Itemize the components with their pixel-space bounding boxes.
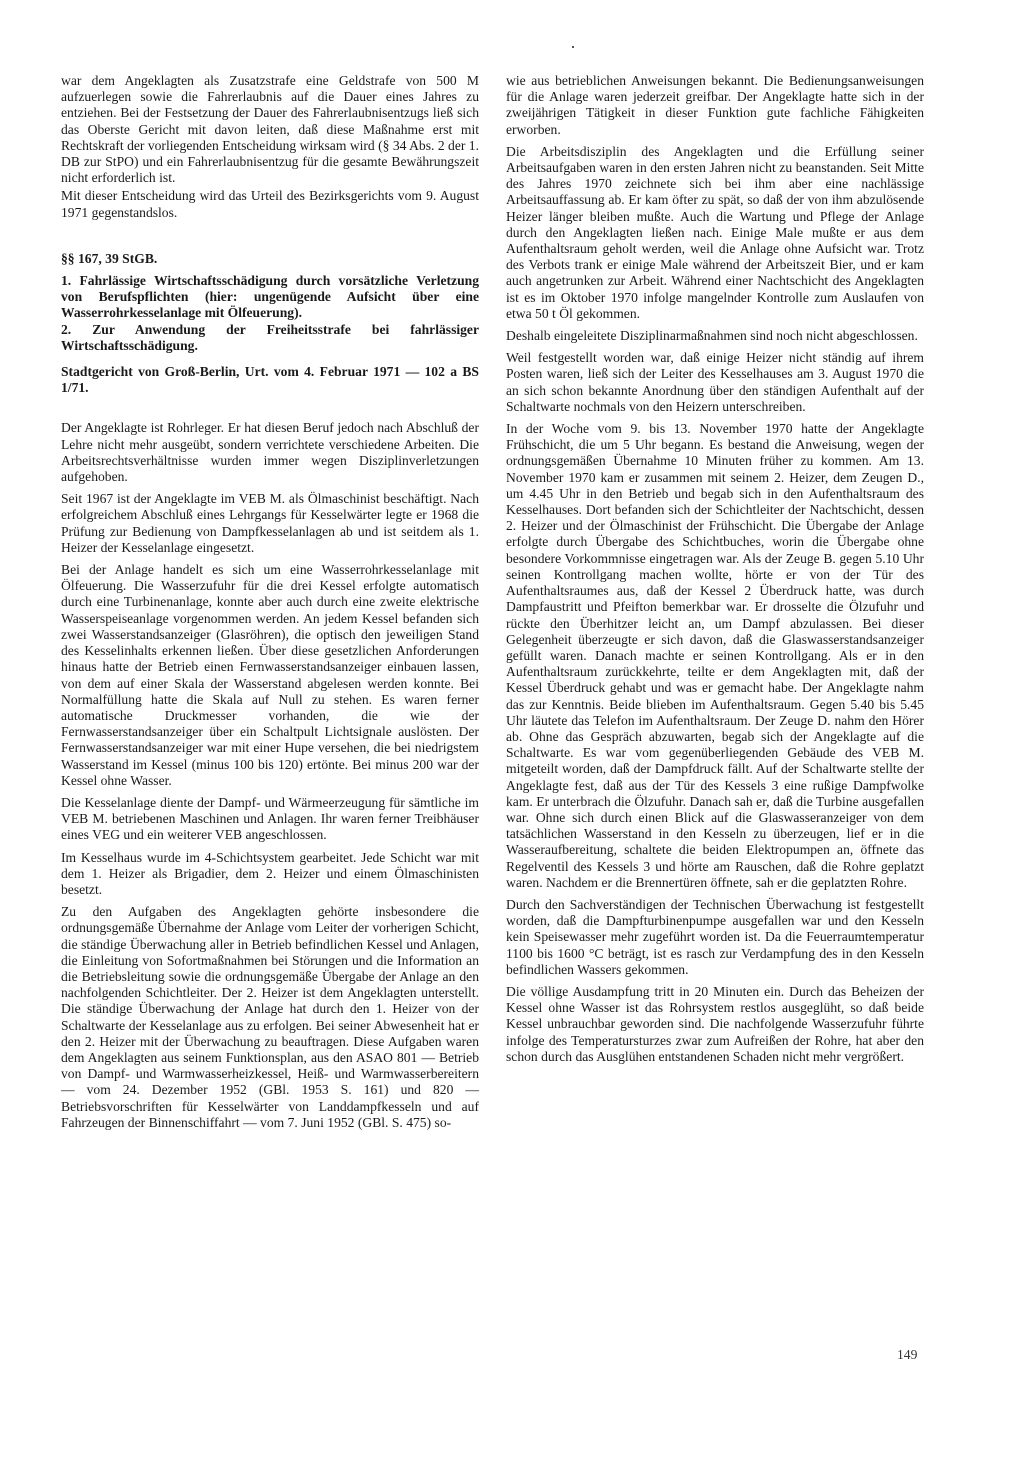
headnote-2: 2. Zur Anwendung der Freiheitsstrafe bei fahrlässiger Wirtschaftsschädigung. [61,321,479,353]
paragraph: Weil festgestellt worden war, daß einige Heizer nicht ständig auf ihrem Posten waren, ließ sich der Leiter des Kesselhauses am 3. August 1970 die an sich schon bekannte Anordnung über den ständigen Aufenthalt auf der Schaltwarte nochmals von den Heizern unterschreiben. [506,350,924,414]
page-number: 149 [897,1347,918,1362]
right-column [506,73,924,1071]
paragraph: wie aus betrieblichen Anweisungen bekannt. Die Bedienungsanweisungen für die Anlage waren jederzeit greifbar. Der Angeklagte hatte sich in der zweijährigen Tätigkeit in dieser Funktion gute fachliche Fähigkeiten erworben. [506,73,924,137]
paragraph: Die Kesselanlage diente der Dampf- und Wärmeerzeugung für sämtliche im VEB M. betriebenen Maschinen und Anlagen. Ihr waren ferner Treibhäuser eines VEG und ein weiterer VEB angeschlossen. [61,794,479,843]
paragraph: Der Angeklagte ist Rohrleger. Er hat diesen Beruf jedoch nach Abschluß der Lehre nicht mehr ausgeübt, sondern verrichtete verschiedene Arbeiten. Die Arbeitsrechtsverhältnisse wurden immer wegen Disziplinverletzungen aufgehoben. [61,420,479,485]
paragraph: war dem Angeklagten als Zusatzstrafe eine Geldstrafe von 500 M aufzuerlegen sowie die Fahrerlaubnis auf die Dauer eines Jahres zu entziehen. Bei der Festsetzung der Dauer des Fahrerlaubnisentzugs ließ sich das Oberste Gericht mit davon leiten, daß diese Maßnahme erst mit Rechtskraft der vorliegenden Entscheidung wirksam wird (§ 34 Abs. 2 der 1. DB zur StPO) und ein Fahrerlaubnisentzug für die gesamte Bewährungszeit nicht erforderlich ist. [61,73,479,186]
court-citation: Stadtgericht von Groß-Berlin, Urt. vom 4. Februar 1971 — 102 a BS 1/71. [61,364,479,396]
headnote-1: 1. Fahrlässige Wirtschaftsschädigung durch vorsätzliche Verletzung von Berufspflichten (hier: ungenügende Aufsicht über eine Wasserrohrkesselanlage mit Ölfeuerung). [61,273,479,321]
paragraph: Die Arbeitsdisziplin des Angeklagten und die Erfüllung seiner Arbeitsaufgaben waren in den ersten Jahren nicht zu beanstanden. Seit Mitte des Jahres 1970 zeichnete sich bei ihm aber eine nachlässige Arbeitsauffassung ab. Er kam öfter zu spät, so daß der von ihm abzulösende Heizer länger bleiben mußte. Auch die Wartung und Pflege der Anlage durch den Angeklagten ließen nach. Einige Male mußte er aus dem Aufenthaltsraum geholt werden, weil die Anlage ohne Aufsicht war. Trotz des Verbots trank er einige Male während der Arbeitszeit Bier, und er kam auch angetrunken zur Arbeit. Während einer Nachtschicht des Angeklagten ist es im Oktober 1970 infolge mangelnder Kontrolle zum Auslaufen von etwa 50 t Öl gekommen. [506,143,924,321]
paragraph: In der Woche vom 9. bis 13. November 1970 hatte der Angeklagte Frühschicht, die um 5 Uhr begann. Es bestand die Anweisung, wegen der ordnungsgemäßen Übernahme 10 Minuten früher zu kommen. Am 13. November 1970 kam er zusammen mit seinem 2. Heizer, dem Zeugen D., um 4.45 Uhr in den Betrieb und begab sich in den Aufenthaltsraum des Kesselhauses. Dort befanden sich der Schichtleiter der Nachtschicht, dessen 2. Heizer und der Ölmaschinist der Frühschicht. Die Übergabe der Anlage erfolgte durch Übergabe des Schichtbuches, worin die Übergabe ohne besondere Vorkommnisse eingetragen war. Als der Zeuge B. gegen 5.10 Uhr seinen Kontrollgang machen wollte, hörte er von der Tür des Aufenthaltsraumes aus, daß der Kessel 2 Überdruck hatte, was durch Dampfaustritt und Pfeifton bemerkbar war. Er drosselte die Ölzufuhr und rückte den Überhitzer leicht an, um Dampf abzulassen. Bei dieser Gelegenheit überzeugte er sich davon, daß die Glaswasserstandsanzeiger gefüllt waren. Danach machte er seinen Kontrollgang. Als er in den Aufenthaltsraum zurückkehrte, teilte er dem Angeklagten mit, daß der Kessel Überdruck gehabt und was er gemacht habe. Der Angeklagte nahm das zur Kenntnis. Beide blieben im Aufenthaltsraum. Gegen 5.40 bis 5.45 Uhr läutete das Telefon im Aufenthaltsraum. Der Zeuge D. nahm den Hörer ab. Ohne das Gespräch abzuwarten, begab sich der Angeklagte auf die Schaltwarte. Es war vom gegenüberliegenden Gebäude des VEB M. mitgeteilt worden, daß der Dampfdruck fällt. Auf der Schaltwarte stellte der Angeklagte fest, daß aus der Tür des Kessels 3 eine rußige Dampfwolke kam. Er unterbrach die Ölzufuhr. Danach sah er, daß die Turbine ausgefallen war. Ohne sich durch einen Blick auf die Glaswasseranzeiger von dem tatsächlichen Wasserstand in den Kesseln zu überzeugen, lief er in die Wasseraufbereitung, schaltete die beiden Elektropumpen an, öffnete das Regelventil des Kessels 3 und hörte am Rauschen, daß die Rohre geplatzt waren. Nachdem er die Brennertüren öffnete, sah er die geplatzten Rohre. [506,421,924,890]
paragraph: Zu den Aufgaben des Angeklagten gehörte insbesondere die ordnungsgemäße Übernahme der Anlage vom Leiter der vorherigen Schicht, die ständige Überwachung aller in Betrieb befindlichen Kessel und Anlagen, die Einleitung von Sofortmaßnahmen bei Störungen und die Information an die Betriebsleitung sowie die ordnungsgemäße Übergabe der Anlage an den nachfolgenden Schichtleiter. Der 2. Heizer ist dem Angeklagten unterstellt. Die ständige Überwachung der Anlage hat durch den 1. Heizer von der Schaltwarte der Kesselanlage aus zu erfolgen. Bei seiner Abwesenheit hat er den 2. Heizer mit der Überwachung zu beauftragen. Diese Aufgaben waren dem Angeklagten aus seinem Funktionsplan, aus den ASAO 801 — Betrieb von Dampf- und Warmwasserheizkessel, Heiß- und Warmwasserbereitern — vom 24. Dezember 1952 (GBl. 1953 S. 161) und 820 — Betriebsvorschriften für Kesselwärter von Landdampfkesseln und auf Fahrzeugen der Binnenschiffahrt — vom 7. Juni 1952 (GBl. S. 475) so- [61,904,479,1130]
paragraph: Im Kesselhaus wurde im 4-Schichtsystem gearbeitet. Jede Schicht war mit dem 1. Heizer als Brigadier, dem 2. Heizer und einem Ölmaschinisten besetzt. [61,849,479,897]
paragraph: Durch den Sachverständigen der Technischen Überwachung ist festgestellt worden, daß die Dampfturbinenpumpe ausgefallen war und den Kesseln kein Speisewasser mehr zugeführt worden ist. Da die Feuerraumtemperatur 1100 bis 1600 °C beträgt, ist es rasch zur Verdampfung des in den Kesseln befindlichen Wassers gekommen. [506,896,924,977]
paragraph: Deshalb eingeleitete Disziplinarmaßnahmen sind noch nicht abgeschlossen. [506,328,918,344]
left-column [61,73,479,1137]
statute-reference: §§ 167, 39 StGB. [61,250,158,266]
paragraph: Seit 1967 ist der Angeklagte im VEB M. als Ölmaschinist beschäftigt. Nach erfolgreichem Abschluß eines Lehrgangs für Kesselwärter legte er 1968 die Prüfung zur Bedienung von Dampfkesselanlagen ab und ist seitdem als 1. Heizer der Kesselanlage eingesetzt. [61,491,479,555]
print-mark [572,46,574,48]
paragraph: Die völlige Ausdampfung tritt in 20 Minuten ein. Durch das Beheizen der Kessel ohne Wasser ist das Rohrsystem restlos ausgeglüht, so daß beide Kessel unbrauchbar geworden sind. Die nachfolgende Wasserzufuhr führte infolge des Temperatursturzes zwar zum Aufreißen der Rohre, hat aber den schon durch das Ausglühen entstandenen Schaden nicht mehr vergrößert. [506,983,924,1064]
paragraph: Mit dieser Entscheidung wird das Urteil des Bezirksgerichts vom 9. August 1971 gegenstandslos. [61,188,479,220]
paragraph: Bei der Anlage handelt es sich um eine Wasserrohrkesselanlage mit Ölfeuerung. Die Wasserzufuhr für die drei Kessel erfolgte automatisch durch eine Turbinenanlage, konnte aber auch durch eine zweite elektrische Wasserspeiseanlage vorgenommen werden. An jedem Kessel befanden sich zwei Wasserstandsanzeiger (Glasröhren), die optisch den jeweiligen Stand des Kesselinhalts erkennen ließen. Über diese gesetzlichen Anforderungen hinaus hatte der Betrieb einen Fernwasserstandsanzeiger einbauen lassen, von dem auf einer Skala der Wasserstand abgelesen werden konnte. Bei Normalfüllung hatte die Skala auf Null zu stehen. Es waren ferner automatische Druckmesser vorhanden, die wie der Fernwasserstandsanzeiger über ein Schaltpult Lichtsignale auslösten. Der Fernwasserstandsanzeiger war mit einer Hupe versehen, die bei niedrigstem Wasserstand im Kessel (minus 100 bis 120) ertönte. Bei minus 200 war der Kessel ohne Wasser. [61,562,479,788]
